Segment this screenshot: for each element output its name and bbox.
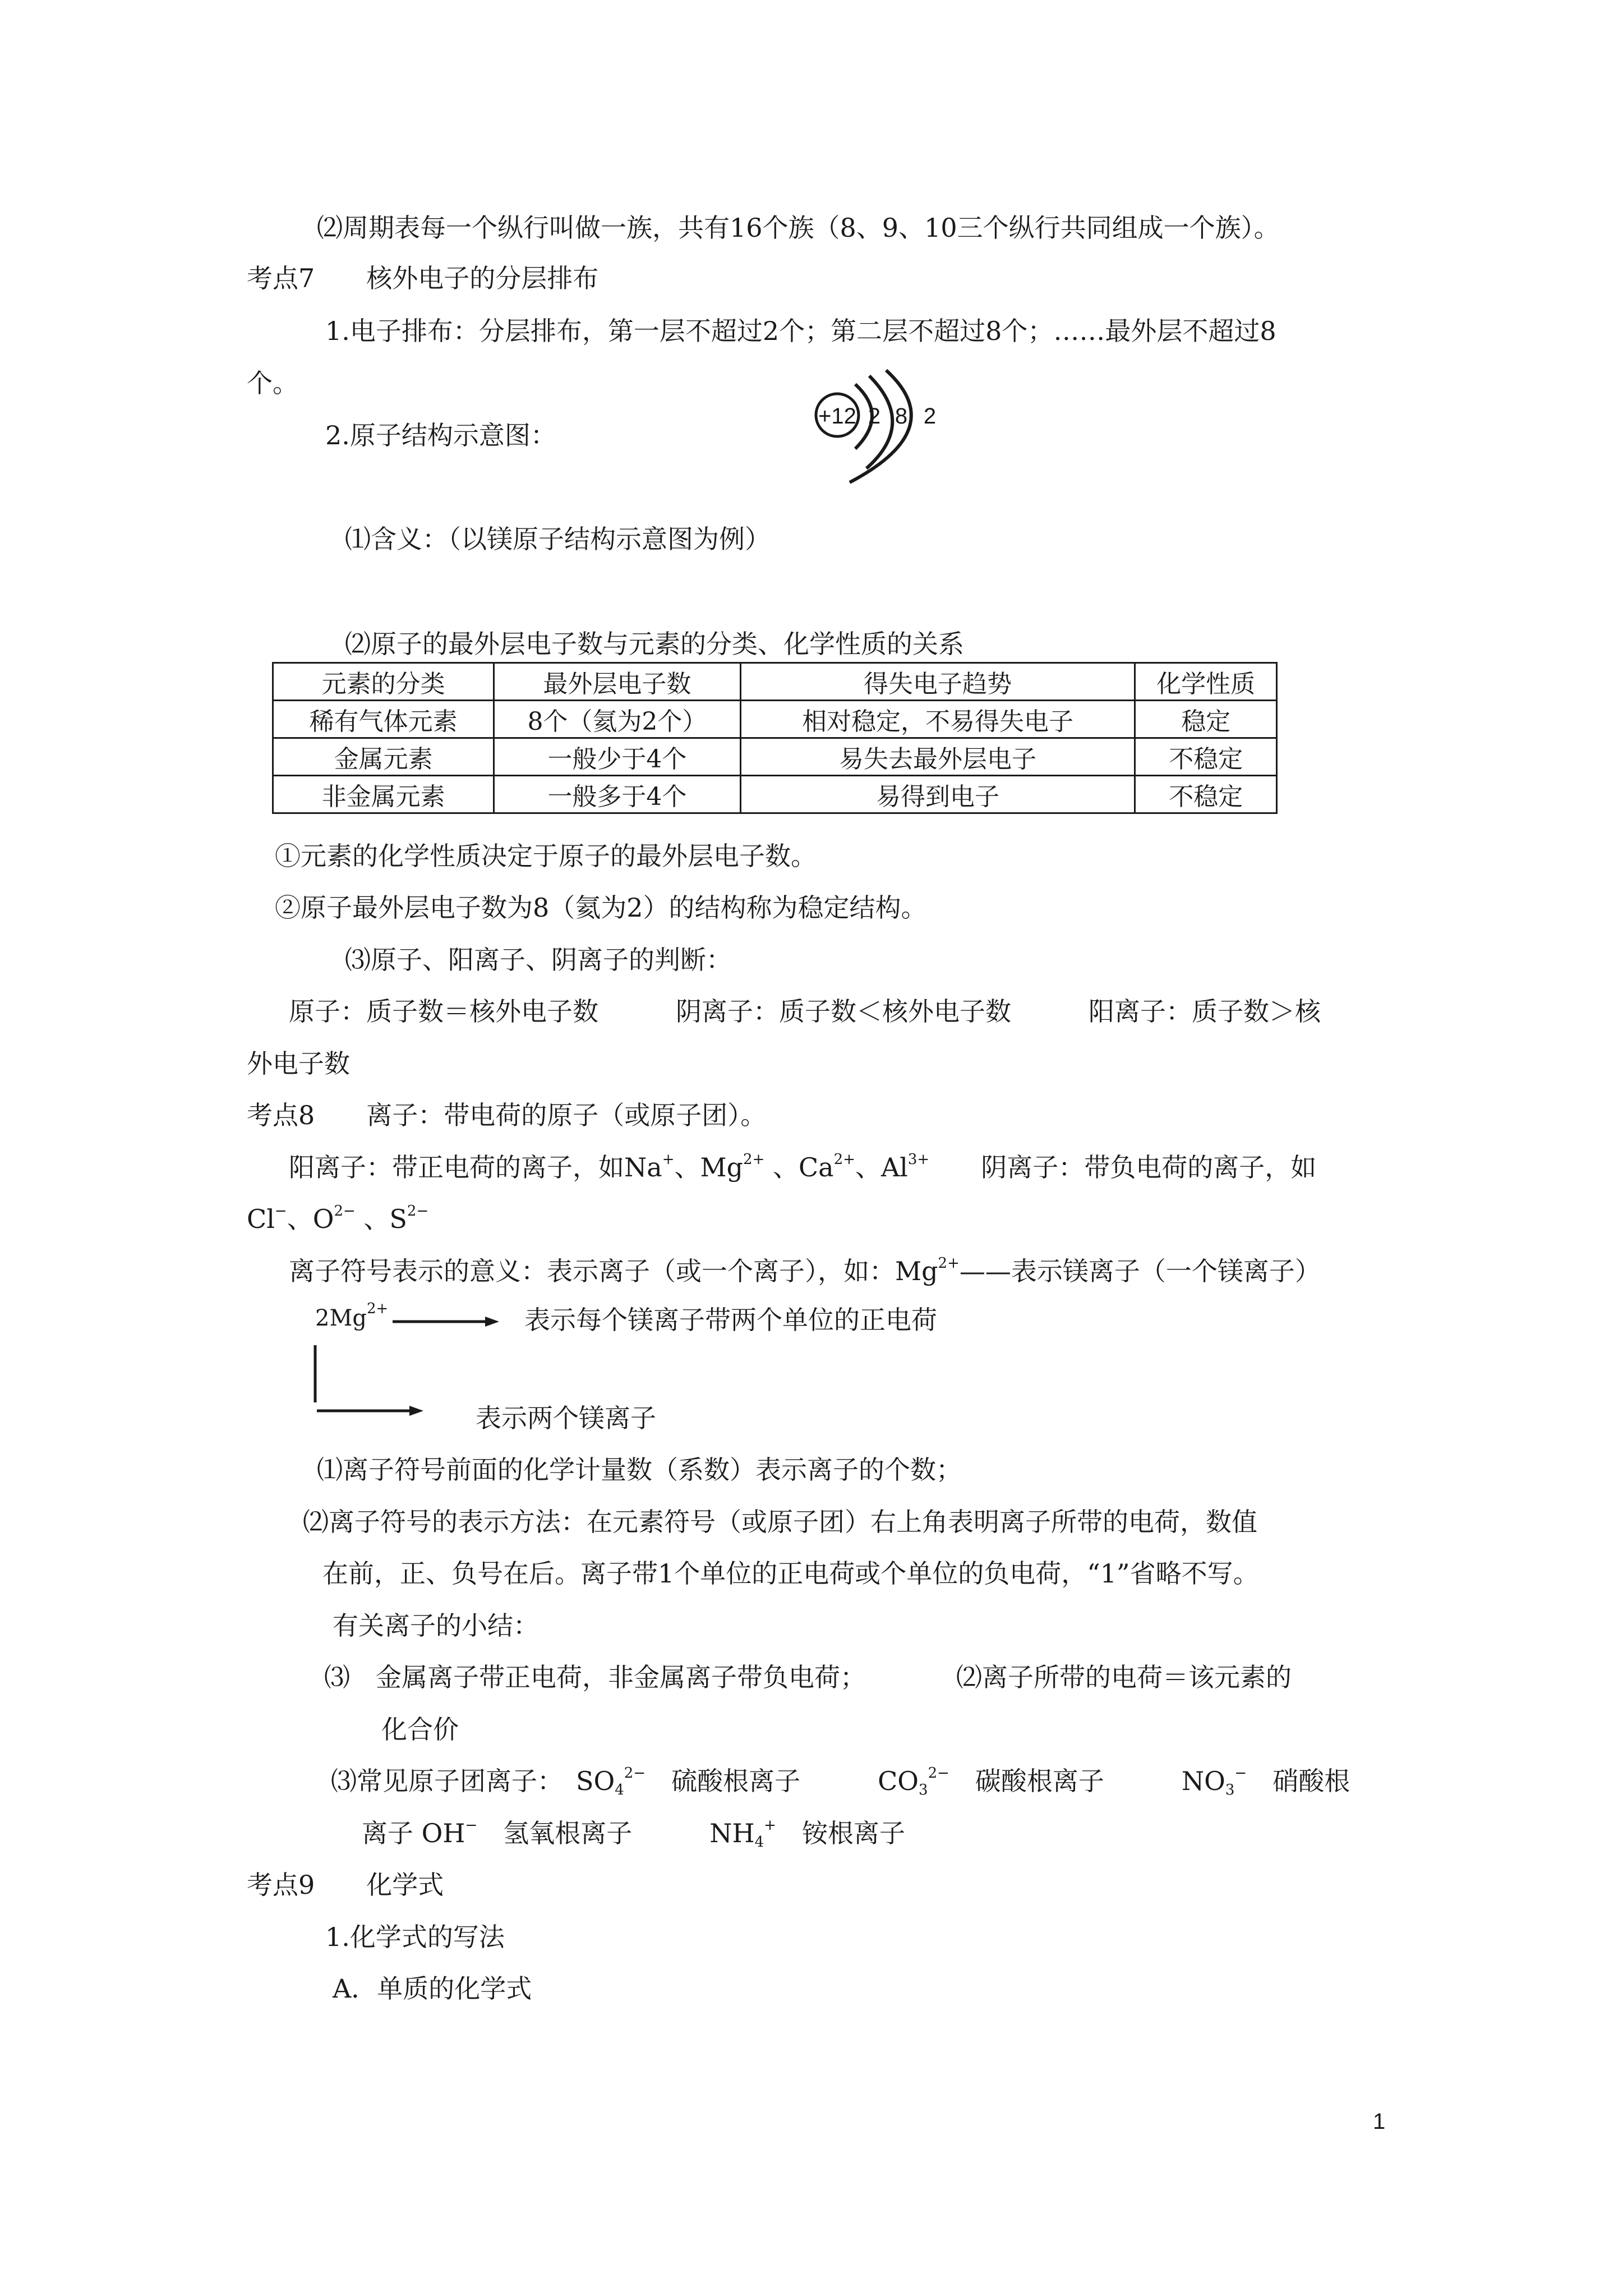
table-cell: 稳定 — [1135, 701, 1277, 738]
table-cell: 金属元素 — [273, 738, 494, 776]
table-cell: 8个（氦为2个） — [494, 701, 740, 738]
table-header-cell: 元素的分类 — [273, 663, 494, 701]
table-cell: 易失去最外层电子 — [740, 738, 1135, 776]
arrow-head-1 — [485, 1317, 499, 1327]
text-line: 有关离子的小结： — [333, 1611, 539, 1641]
element-classification-table — [272, 662, 1278, 814]
text-line: ①元素的化学性质决定于原子的最外层电子数。 — [275, 841, 817, 871]
section-heading-kd7: 考点7 核外电子的分层排布 — [247, 263, 599, 293]
table-cell: 相对稳定，不易得失电子 — [740, 701, 1135, 738]
text-line: ⑵离子符号的表示方法：在元素符号（或原子团）右上角表明离子所带的电荷，数值 — [303, 1507, 1257, 1537]
table-header-row — [273, 663, 1277, 701]
shell-electron-count: 2 — [868, 404, 881, 429]
table-header-cell: 最外层电子数 — [494, 663, 740, 701]
text-line: 离子 OH− 氢氧根离子 $NH_4^+$ 铵根离子 — [362, 1817, 905, 1851]
table-row — [273, 738, 1277, 776]
section-heading-kd8: 考点8 离子：带电荷的原子（或原子团）。 — [247, 1100, 767, 1130]
text-line: ⑴含义：（以镁原子结构示意图为例） — [345, 524, 771, 554]
text-line: 1.电子排布：分层排布，第一层不超过2个；第二层不超过8个；……最外层不超过8 — [325, 316, 1276, 346]
table-cell: 一般少于4个 — [494, 738, 740, 776]
text-line: Cl−、$O^{2-}$ 、$S^{2-}$ — [247, 1203, 429, 1234]
text-line: 个。 — [247, 368, 298, 398]
ion-symbol-2mg: $2Mg^{2+}$ — [315, 1300, 389, 1331]
text-line: ⑵周期表每一个纵行叫做一族，共有16个族（8、9、10三个纵行共同组成一个族）。 — [317, 213, 1280, 243]
text-line: ⑵原子的最外层电子数与元素的分类、化学性质的关系 — [345, 629, 964, 659]
text-line: ⑶常见原子团离子： $SO_4^{2-}$ 硫酸根离子 $CO_3^{2-}$ 碳酸根离子 $NO_3^-$ 硝酸根 — [331, 1765, 1350, 1798]
text-line: 2.原子结构示意图： — [325, 420, 556, 450]
table-cell: 稀有气体元素 — [273, 701, 494, 738]
text-line: 离子符号表示的意义：表示离子（或一个离子），如：$Mg^{2+}——$表示镁离子（一个镁离子） — [289, 1255, 1321, 1286]
arrow-2 — [314, 1402, 426, 1419]
text-line: 化合价 — [381, 1714, 459, 1745]
table-cell: 易得到电子 — [740, 776, 1135, 813]
table-cell: 一般多于4个 — [494, 776, 740, 813]
text-line: ⑶ 金属离子带正电荷，非金属离子带负电荷； ⑵离子所带的电荷＝该元素的 — [324, 1662, 1292, 1692]
section-heading-kd9: 考点9 化学式 — [247, 1870, 444, 1900]
shell-electron-count: 8 — [895, 404, 908, 429]
shell-electron-count: 2 — [923, 404, 937, 429]
text-line: ⑴离子符号前面的化学计量数（系数）表示离子的个数； — [317, 1455, 962, 1485]
page-number: 1 — [1373, 2109, 1386, 2134]
table-header-cell: 化学性质 — [1135, 663, 1277, 701]
table-row — [273, 776, 1277, 813]
atom-structure-diagram — [805, 367, 962, 494]
table-cell: 不稳定 — [1135, 776, 1277, 813]
text-line: ⑶原子、阳离子、阴离子的判断： — [345, 945, 732, 975]
table-cell: 非金属元素 — [273, 776, 494, 813]
text-line: 外电子数 — [247, 1048, 350, 1079]
arrow-head-2 — [409, 1406, 423, 1416]
table-row — [273, 701, 1277, 738]
text-line: 原子：质子数＝核外电子数 阴离子：质子数＜核外电子数 阳离子：质子数＞核 — [289, 996, 1321, 1027]
text-line: ②原子最外层电子数为8（氦为2）的结构称为稳定结构。 — [275, 892, 927, 923]
text-line: 表示每个镁离子带两个单位的正电荷 — [524, 1305, 937, 1335]
text-line: 表示两个镁离子 — [476, 1403, 656, 1433]
text-line: 1.化学式的写法 — [325, 1922, 505, 1952]
text-line: 在前，正、负号在后。离子带1个单位的正电荷或个单位的负电荷，“1”省略不写。 — [322, 1558, 1259, 1589]
table-cell: 不稳定 — [1135, 738, 1277, 776]
table-header-cell: 得失电子趋势 — [740, 663, 1135, 701]
text-line: 阳离子：带正电荷的离子，如Na+、$Mg^{2+}$ 、$Ca^{2+}$、$Al^{3+}$ 阴离子：带负电荷的离子，如 — [289, 1151, 1317, 1182]
text-line: A．单质的化学式 — [333, 1973, 532, 2004]
nucleus-charge: +12 — [818, 404, 856, 429]
